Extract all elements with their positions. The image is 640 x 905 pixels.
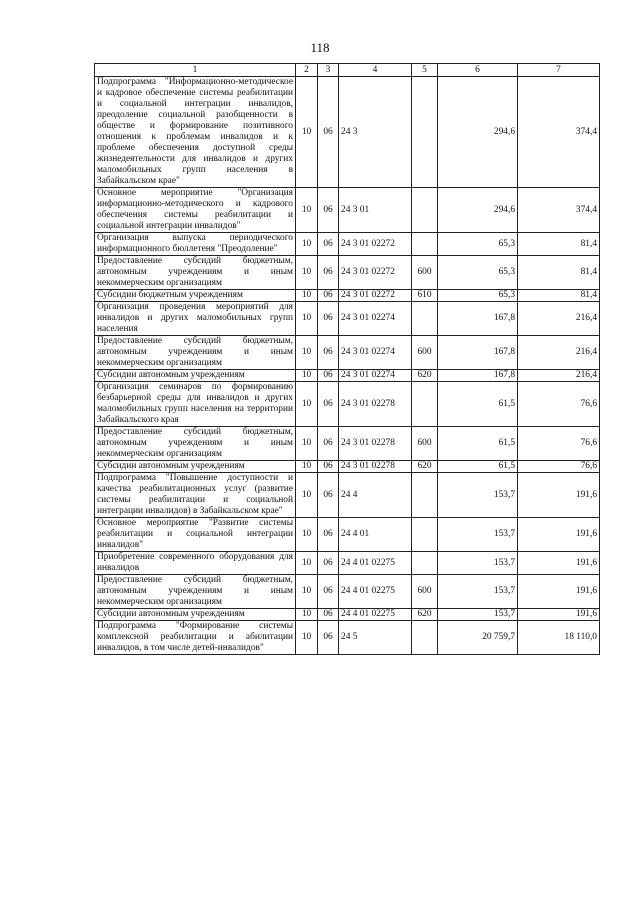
table-row [95,461,600,473]
row-expense-type [412,77,438,188]
row-amount-1: 65,3 [438,290,518,302]
row-target-article: 24 3 01 02278 [339,427,412,461]
row-section: 10 [296,302,318,336]
row-name: Предоставление субсидий бюджетным, автономным учреждениям и иным некоммерческим организациям [95,427,296,461]
budget-table [94,63,600,655]
row-subsection: 06 [318,188,339,233]
row-expense-type: 620 [412,609,438,621]
row-target-article: 24 4 01 02275 [339,609,412,621]
row-name: Подпрограмма "Повышение доступности и качества реабилитационных услуг (развитие системы реабилитации и социальной интеграции инвалидов) в Забайкальском крае" [95,473,296,518]
row-subsection: 06 [318,370,339,382]
row-subsection: 06 [318,518,339,552]
row-target-article: 24 3 01 02272 [339,256,412,290]
row-amount-1: 153,7 [438,518,518,552]
row-name: Субсидии бюджетным учреждениям [95,290,296,302]
row-subsection: 06 [318,427,339,461]
table-row [95,302,600,336]
row-expense-type [412,382,438,427]
row-name: Предоставление субсидий бюджетным, автономным учреждениям и иным некоммерческим организациям [95,256,296,290]
row-section: 10 [296,552,318,575]
row-subsection: 06 [318,233,339,256]
row-section: 10 [296,77,318,188]
table-row [95,290,600,302]
col-header-7: 7 [518,64,600,77]
row-name: Организация проведения мероприятий для инвалидов и других маломобильных групп населения [95,302,296,336]
row-amount-2: 76,6 [518,461,600,473]
row-amount-2: 191,6 [518,552,600,575]
row-target-article: 24 3 01 02274 [339,336,412,370]
row-amount-2: 76,6 [518,382,600,427]
table-row [95,233,600,256]
row-name: Субсидии автономным учреждениям [95,370,296,382]
row-section: 10 [296,188,318,233]
table-row [95,609,600,621]
col-header-2: 2 [296,64,318,77]
row-expense-type [412,302,438,336]
row-target-article: 24 5 [339,621,412,655]
row-amount-1: 167,8 [438,336,518,370]
table-row [95,336,600,370]
table-row [95,552,600,575]
row-subsection: 06 [318,382,339,427]
row-target-article: 24 4 [339,473,412,518]
col-header-6: 6 [438,64,518,77]
row-subsection: 06 [318,473,339,518]
table-row [95,427,600,461]
row-name: Субсидии автономным учреждениям [95,461,296,473]
row-section: 10 [296,621,318,655]
row-target-article: 24 4 01 [339,518,412,552]
row-amount-1: 20 759,7 [438,621,518,655]
row-section: 10 [296,461,318,473]
row-section: 10 [296,233,318,256]
row-subsection: 06 [318,256,339,290]
row-name: Подпрограмма "Информационно-методическое и кадровое обеспечение системы реабилитации и социальной интеграции инвалидов, преодоление социальной разобщенности в обществе и формирование позитивного отношения к проблемам инвалидов и к проблеме обеспечения доступной среды жизнедеятельности для инвалидов и других маломобильных групп населения в Забайкальском крае" [95,77,296,188]
row-section: 10 [296,473,318,518]
row-amount-2: 216,4 [518,336,600,370]
header-row [95,64,600,77]
row-subsection: 06 [318,609,339,621]
row-amount-1: 153,7 [438,552,518,575]
row-expense-type: 600 [412,336,438,370]
col-header-1: 1 [95,64,296,77]
row-amount-2: 81,4 [518,256,600,290]
row-amount-1: 294,6 [438,77,518,188]
row-amount-1: 167,8 [438,302,518,336]
row-name: Основное мероприятие "Развитие системы реабилитации и социальной интеграции инвалидов" [95,518,296,552]
row-amount-2: 216,4 [518,302,600,336]
row-amount-1: 167,8 [438,370,518,382]
row-amount-1: 153,7 [438,575,518,609]
row-target-article: 24 3 01 [339,188,412,233]
row-expense-type [412,552,438,575]
row-target-article: 24 3 01 02274 [339,302,412,336]
row-expense-type [412,518,438,552]
row-section: 10 [296,336,318,370]
row-amount-2: 191,6 [518,609,600,621]
row-expense-type: 600 [412,256,438,290]
row-amount-1: 65,3 [438,256,518,290]
row-amount-2: 191,6 [518,518,600,552]
row-target-article: 24 3 01 02278 [339,461,412,473]
table-row [95,518,600,552]
row-amount-2: 216,4 [518,370,600,382]
row-section: 10 [296,518,318,552]
table-row [95,575,600,609]
table-row [95,370,600,382]
row-expense-type: 600 [412,575,438,609]
row-name: Подпрограмма "Формирование системы комплексной реабилитации и абилитации инвалидов, в том числе детей-инвалидов" [95,621,296,655]
col-header-5: 5 [412,64,438,77]
row-amount-1: 153,7 [438,609,518,621]
row-name: Организация семинаров по формированию безбарьерной среды для инвалидов и других маломобильных групп населения на территории Забайкальского края [95,382,296,427]
row-section: 10 [296,609,318,621]
row-expense-type [412,473,438,518]
row-section: 10 [296,382,318,427]
row-subsection: 06 [318,336,339,370]
table-row [95,621,600,655]
row-target-article: 24 3 01 02272 [339,290,412,302]
row-subsection: 06 [318,290,339,302]
row-subsection: 06 [318,621,339,655]
row-subsection: 06 [318,575,339,609]
table-row [95,188,600,233]
row-amount-1: 61,5 [438,461,518,473]
row-amount-2: 18 110,0 [518,621,600,655]
row-name: Предоставление субсидий бюджетным, автономным учреждениям и иным некоммерческим организациям [95,575,296,609]
row-amount-1: 153,7 [438,473,518,518]
page-number: 118 [310,40,330,55]
row-amount-2: 191,6 [518,473,600,518]
row-target-article: 24 3 [339,77,412,188]
col-header-3: 3 [318,64,339,77]
table-row [95,473,600,518]
row-name: Организация выпуска периодического информационного бюллетеня "Преодоление" [95,233,296,256]
row-name: Субсидии автономным учреждениям [95,609,296,621]
table-row [95,382,600,427]
row-target-article: 24 4 01 02275 [339,552,412,575]
row-amount-2: 81,4 [518,233,600,256]
table-row [95,77,600,188]
row-amount-1: 294,6 [438,188,518,233]
col-header-4: 4 [339,64,412,77]
table-row [95,256,600,290]
row-target-article: 24 3 01 02272 [339,233,412,256]
row-expense-type [412,233,438,256]
row-name: Предоставление субсидий бюджетным, автономным учреждениям и иным некоммерческим организациям [95,336,296,370]
row-section: 10 [296,370,318,382]
row-name: Приобретение современного оборудования для инвалидов [95,552,296,575]
row-subsection: 06 [318,302,339,336]
row-amount-2: 374,4 [518,77,600,188]
row-target-article: 24 3 01 02274 [339,370,412,382]
row-subsection: 06 [318,461,339,473]
row-expense-type: 600 [412,427,438,461]
row-expense-type: 620 [412,370,438,382]
row-expense-type: 610 [412,290,438,302]
row-amount-2: 81,4 [518,290,600,302]
row-amount-1: 61,5 [438,427,518,461]
row-subsection: 06 [318,552,339,575]
row-expense-type [412,621,438,655]
row-section: 10 [296,427,318,461]
row-subsection: 06 [318,77,339,188]
row-amount-1: 61,5 [438,382,518,427]
row-expense-type: 620 [412,461,438,473]
row-amount-2: 191,6 [518,575,600,609]
row-expense-type [412,188,438,233]
row-amount-2: 374,4 [518,188,600,233]
row-section: 10 [296,256,318,290]
row-target-article: 24 4 01 02275 [339,575,412,609]
table-body [95,77,600,655]
row-section: 10 [296,575,318,609]
row-name: Основное мероприятие "Организация информационно-методического и кадрового обеспечения системы реабилитации и социальной интеграции инвалидов" [95,188,296,233]
row-amount-2: 76,6 [518,427,600,461]
row-target-article: 24 3 01 02278 [339,382,412,427]
row-amount-1: 65,3 [438,233,518,256]
row-section: 10 [296,290,318,302]
